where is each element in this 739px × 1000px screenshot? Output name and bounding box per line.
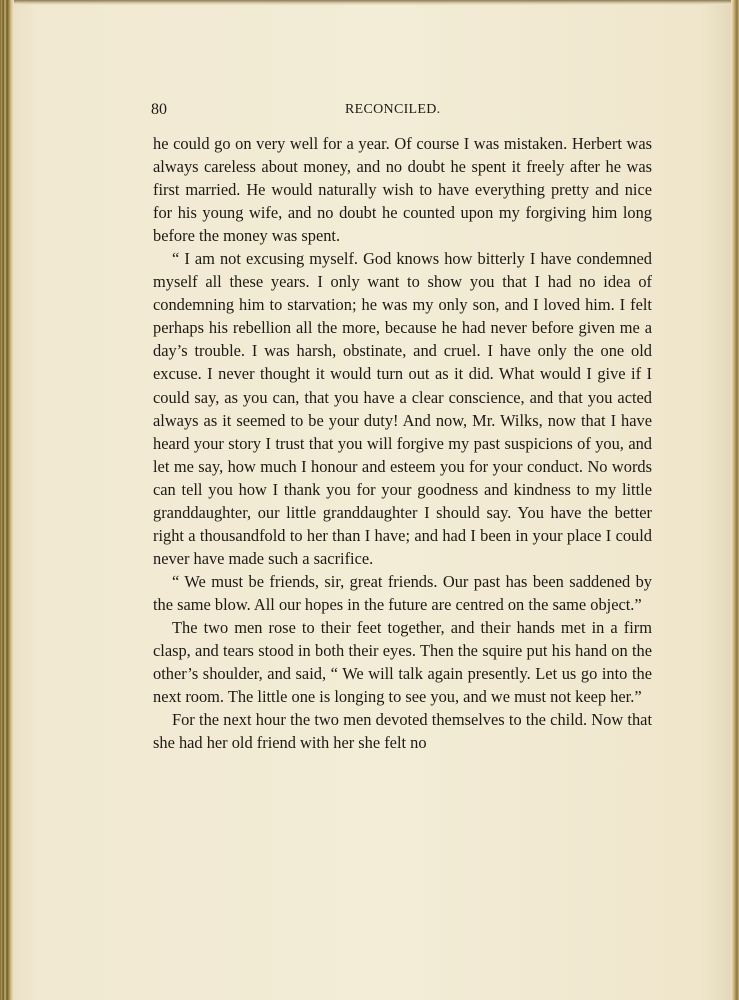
body-text [153, 132, 652, 754]
running-title: RECONCILED. [345, 102, 441, 117]
paragraph: he could go on very well for a year. Of course I was mistaken. Herbert was always careless about money, and no doubt he spent it freely after he was first married. He would naturally wish to have everything pretty and nice for his young wife, and no doubt he counted upon my forgiving him long before the money was spent. [153, 134, 652, 246]
page-header [151, 101, 655, 125]
paragraph: The two men rose to their feet together, and their hands met in a firm clasp, and tears stood in both their eyes. Then the squire put his hand on the other’s shoulder, and said, “ We will talk again presently. Let us go into the next room. The little one is longing to see you, and we must not keep her.” [153, 617, 652, 707]
page-number: 80 [151, 101, 167, 118]
book-binding-right [731, 0, 739, 1000]
page-top-edge [0, 0, 739, 5]
paragraph: “ I am not excusing myself. God knows how bitterly I have condemned myself all these years. I only want to show you that I had no idea of condemning him to starvation; he was my only son, and I loved him. I felt perhaps his rebellion all the more, because he had never before given me a day’s trouble. I was harsh, obstinate, and cruel. I have only the one old excuse. I never thought it would turn out as it did. What would I give if I could say, as you can, that you have a clear conscience, and that you acted always as it seemed to be your duty! And now, Mr. Wilks, now that I have heard your story I trust that you will forgive my past suspicions of you, and let me say, how much I honour and esteem you for your conduct. No words can tell you how I thank you for your goodness and kindness to my little granddaughter, our little granddaughter I should say. You have the better right a thousandfold to her than I have; and had I been in your place I could never have made such a sacrifice. [153, 249, 652, 568]
book-binding-left [0, 0, 14, 1000]
paragraph: For the next hour the two men devoted themselves to the child. Now that she had her old friend with her she felt no [153, 710, 652, 753]
paragraph: “ We must be friends, sir, great friends. Our past has been saddened by the same blow. All our hopes in the future are centred on the same object.” [153, 571, 652, 614]
